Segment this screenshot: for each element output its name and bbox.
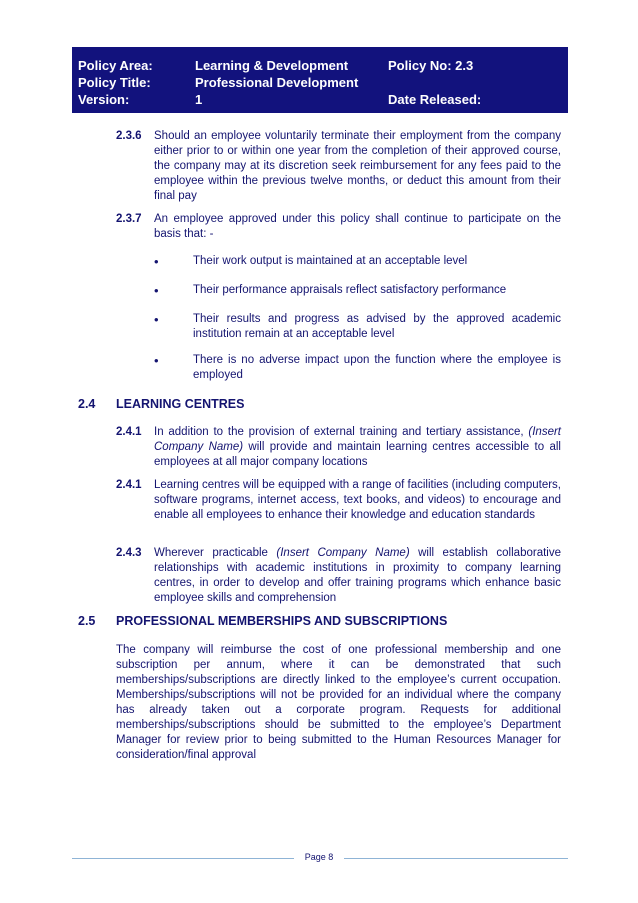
policy-number: Policy No: 2.3: [388, 58, 474, 73]
date-released-label: Date Released:: [388, 92, 482, 107]
clause-2-4-3: [116, 546, 561, 606]
bullet-text: There is no adverse impact upon the function where the employee is employed: [193, 354, 561, 381]
section-number: 2.5: [78, 614, 96, 628]
clause-text: An employee approved under this policy shall continue to participate on the basis that: -: [154, 213, 561, 240]
header-row-area: [78, 57, 568, 74]
placeholder-company-name: (Insert Company Name): [276, 547, 410, 559]
policy-title-value: Professional Development: [195, 75, 359, 90]
clause-text: Wherever practicable (Insert Company Name) will establish collaborative relationships with academic institutions in proximity to company learning centres, in order to develop and offer training programs which enhance basic employee skills and comprehension: [154, 547, 561, 604]
version-value: 1: [195, 92, 203, 107]
bullet-icon: •: [154, 312, 159, 327]
bullet-item: [154, 312, 561, 342]
bullet-item: [154, 254, 561, 269]
clause-text: In addition to the provision of external training and tertiary assistance, (Insert Company Name) will provide and maintain learning centres accessible to all employees at all major company locations: [154, 426, 561, 468]
clause-number: 2.3.6: [116, 130, 142, 142]
bullet-icon: •: [154, 283, 159, 298]
placeholder-company-name: (Insert Company Name): [154, 426, 561, 453]
clause-number: 2.4.1: [116, 426, 142, 438]
page-number: Page 8: [304, 852, 334, 862]
bullet-icon: •: [154, 353, 159, 368]
header-row-title: [78, 74, 568, 91]
clause-2-4-1: [116, 425, 561, 470]
bullet-text: Their results and progress as advised by the approved academic institution remain at an acceptable level: [193, 313, 561, 340]
policy-area-value: Learning & Development: [195, 58, 349, 73]
bullet-text: Their work output is maintained at an acceptable level: [193, 255, 468, 267]
clause-number: 2.4.1: [116, 479, 142, 491]
clause-number: 2.4.3: [116, 547, 142, 559]
bullet-item: [154, 353, 561, 383]
bullet-text: Their performance appraisals reflect satisfactory performance: [193, 284, 507, 296]
clause-2-3-6: [116, 129, 561, 204]
section-title: LEARNING CENTRES: [116, 397, 245, 411]
section-title: PROFESSIONAL MEMBERSHIPS AND SUBSCRIPTIONS: [116, 614, 448, 628]
version-label: Version:: [78, 92, 130, 107]
section-number: 2.4: [78, 397, 96, 411]
policy-header: [72, 47, 568, 113]
policy-title-label: Policy Title:: [78, 75, 151, 90]
clause-number: 2.3.7: [116, 213, 142, 225]
bullet-icon: •: [154, 254, 159, 269]
clause-text: Learning centres will be equipped with a range of facilities (including computers, software programs, internet access, text books, and videos) to encourage and enable all employees to enhance their knowledge and education standards: [154, 479, 561, 521]
section-heading-2-5: [78, 614, 568, 628]
clause-text: Should an employee voluntarily terminate their employment from the company either prior to or within one year from the completion of their approved course, the company may at its discretion seek reimbursement for any fees paid to the employee within the previous twelve months, or deduct this amount from their final pay: [154, 130, 561, 202]
footer-rule-right: [344, 858, 568, 859]
clause-2-4-1-b: [116, 478, 561, 523]
page-footer: [72, 852, 568, 864]
policy-area-label: Policy Area:: [78, 58, 153, 73]
clause-2-3-7: [116, 212, 561, 242]
header-row-version: [78, 91, 568, 108]
bullet-item: [154, 283, 561, 298]
footer-rule-left: [72, 858, 294, 859]
section-heading-2-4: [78, 397, 568, 411]
section-2-5-paragraph: The company will reimburse the cost of one professional membership and one subscription per annum, where it can be demonstrated that such memberships/subscriptions are directly linked to the employee’s current occupation. Memberships/subscriptions will not be provided for an individual where the company has already taken out a corporate program. Requests for additional memberships/subscriptions should be submitted to the employee’s Department Manager for review prior to being submitted to the Human Resources Manager for consideration/final approval: [116, 644, 561, 761]
